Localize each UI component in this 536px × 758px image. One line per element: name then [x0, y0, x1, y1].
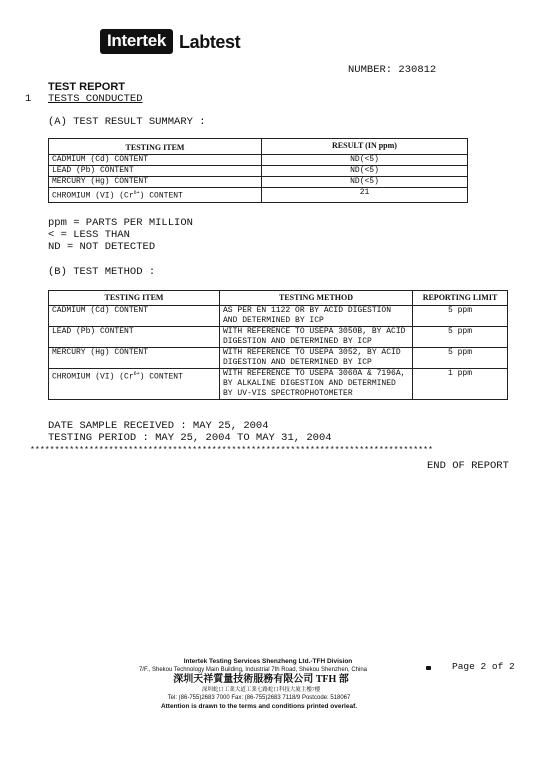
section-number: 1 [25, 93, 32, 105]
footer-chinese-address: 深圳蛇口工業大道工業七路蛇口科技大廈主樓7樓 [201, 687, 321, 693]
footer-address: 7/F., Shekou Technology Main Building, Industrial 7th Road, Shekou Shenzhen, China [138, 667, 368, 673]
footer-notice: Attention is drawn to the terms and conditions printed overleaf. [160, 703, 358, 710]
summary-item-suffix: ) CONTENT [139, 191, 183, 201]
section-title: TESTS CONDUCTED [48, 93, 143, 105]
summary-result: ND(<5) [262, 177, 468, 188]
table-row [49, 306, 508, 327]
table-row [49, 155, 468, 166]
method-item-prefix: CHROMIUM (VI) (Cr [52, 372, 134, 382]
logo-brand: Intertek [100, 29, 173, 54]
method-item: MERCURY (Hg) CONTENT [49, 348, 220, 369]
method-limit: 5 ppm [413, 306, 508, 327]
intertek-logo [100, 29, 240, 54]
method-col-limit: REPORTING LIMIT [413, 291, 508, 306]
method-item: CADMIUM (Cd) CONTENT [49, 306, 220, 327]
method-line: AND DETERMINED BY ICP [223, 316, 324, 325]
method-limit: 5 ppm [413, 327, 508, 348]
testing-period: TESTING PERIOD : MAY 25, 2004 TO MAY 31, 2004 [48, 432, 332, 444]
date-received: DATE SAMPLE RECEIVED : MAY 25, 2004 [48, 420, 269, 432]
method-limit: 1 ppm [413, 369, 508, 400]
method-desc [220, 348, 413, 369]
footer-chinese-name: 深圳天祥質量技術服務有限公司 TFH 部 [173, 674, 349, 685]
table-row [49, 166, 468, 177]
summary-col-item: TESTING ITEM [49, 139, 262, 155]
table-row [49, 369, 508, 400]
summary-result: ND(<5) [262, 155, 468, 166]
separator-stars: ********************************************************************************** [30, 446, 433, 455]
method-desc [220, 327, 413, 348]
table-row [49, 177, 468, 188]
legend-ppm: ppm = PARTS PER MILLION [48, 217, 193, 229]
summary-item [49, 188, 262, 203]
method-desc [220, 306, 413, 327]
report-number-value: 230812 [398, 64, 437, 76]
method-table [48, 290, 508, 400]
summary-col-result: RESULT (IN ppm) [262, 139, 468, 155]
method-line: BY ALKALINE DIGESTION AND DETERMINED [223, 379, 396, 388]
method-line: WITH REFERENCE TO USEPA 3060A & 7196A, [223, 369, 406, 378]
table-row [49, 348, 508, 369]
method-desc [220, 369, 413, 400]
method-line: BY UV-VIS SPECTROPHOTOMETER [223, 389, 353, 398]
summary-item: CADMIUM (Cd) CONTENT [49, 155, 262, 166]
method-col-item: TESTING ITEM [49, 291, 220, 306]
method-line: AS PER EN 1122 OR BY ACID DIGESTION [223, 306, 392, 315]
method-heading: (B) TEST METHOD : [48, 266, 156, 278]
summary-heading: (A) TEST RESULT SUMMARY : [48, 116, 206, 128]
method-line: WITH REFERENCE TO USEPA 3052, BY ACID [223, 348, 401, 357]
page-number: Page 2 of 2 [452, 661, 515, 672]
bullet-mark [426, 666, 431, 670]
method-item-sup: 6+ [133, 371, 140, 377]
summary-item-prefix: CHROMIUM (VI) (Cr [52, 191, 134, 201]
summary-table [48, 138, 468, 203]
method-item-suffix: ) CONTENT [139, 372, 183, 382]
method-item [49, 369, 220, 400]
table-row [49, 327, 508, 348]
summary-result: 21 [262, 188, 468, 203]
method-line: DIGESTION AND DETERMINED BY ICP [223, 358, 372, 367]
method-limit: 5 ppm [413, 348, 508, 369]
method-item: LEAD (Pb) CONTENT [49, 327, 220, 348]
table-row [49, 188, 468, 203]
summary-result: ND(<5) [262, 166, 468, 177]
report-number-label: NUMBER: [348, 64, 393, 76]
report-title: TEST REPORT [48, 81, 126, 93]
legend-nd: ND = NOT DETECTED [48, 241, 156, 253]
method-col-method: TESTING METHOD [220, 291, 413, 306]
legend-less-than: < = LESS THAN [48, 229, 130, 241]
method-line: WITH REFERENCE TO USEPA 3050B, BY ACID [223, 327, 406, 336]
end-of-report: END OF REPORT [427, 460, 509, 472]
report-number [348, 64, 436, 77]
footer-company: Intertek Testing Services Shenzheng Ltd.-TFH Division [183, 658, 353, 665]
summary-item: MERCURY (Hg) CONTENT [49, 177, 262, 188]
summary-item: LEAD (Pb) CONTENT [49, 166, 262, 177]
logo-product: Labtest [179, 31, 241, 52]
summary-item-sup: 6+ [133, 190, 140, 196]
footer-contact: Tel: (86-755)2683 7000 Fax: (86-755)2683 7118/9 Postcode: 518067 [167, 695, 351, 701]
method-line: DIGESTION AND DETERMINED BY ICP [223, 337, 372, 346]
